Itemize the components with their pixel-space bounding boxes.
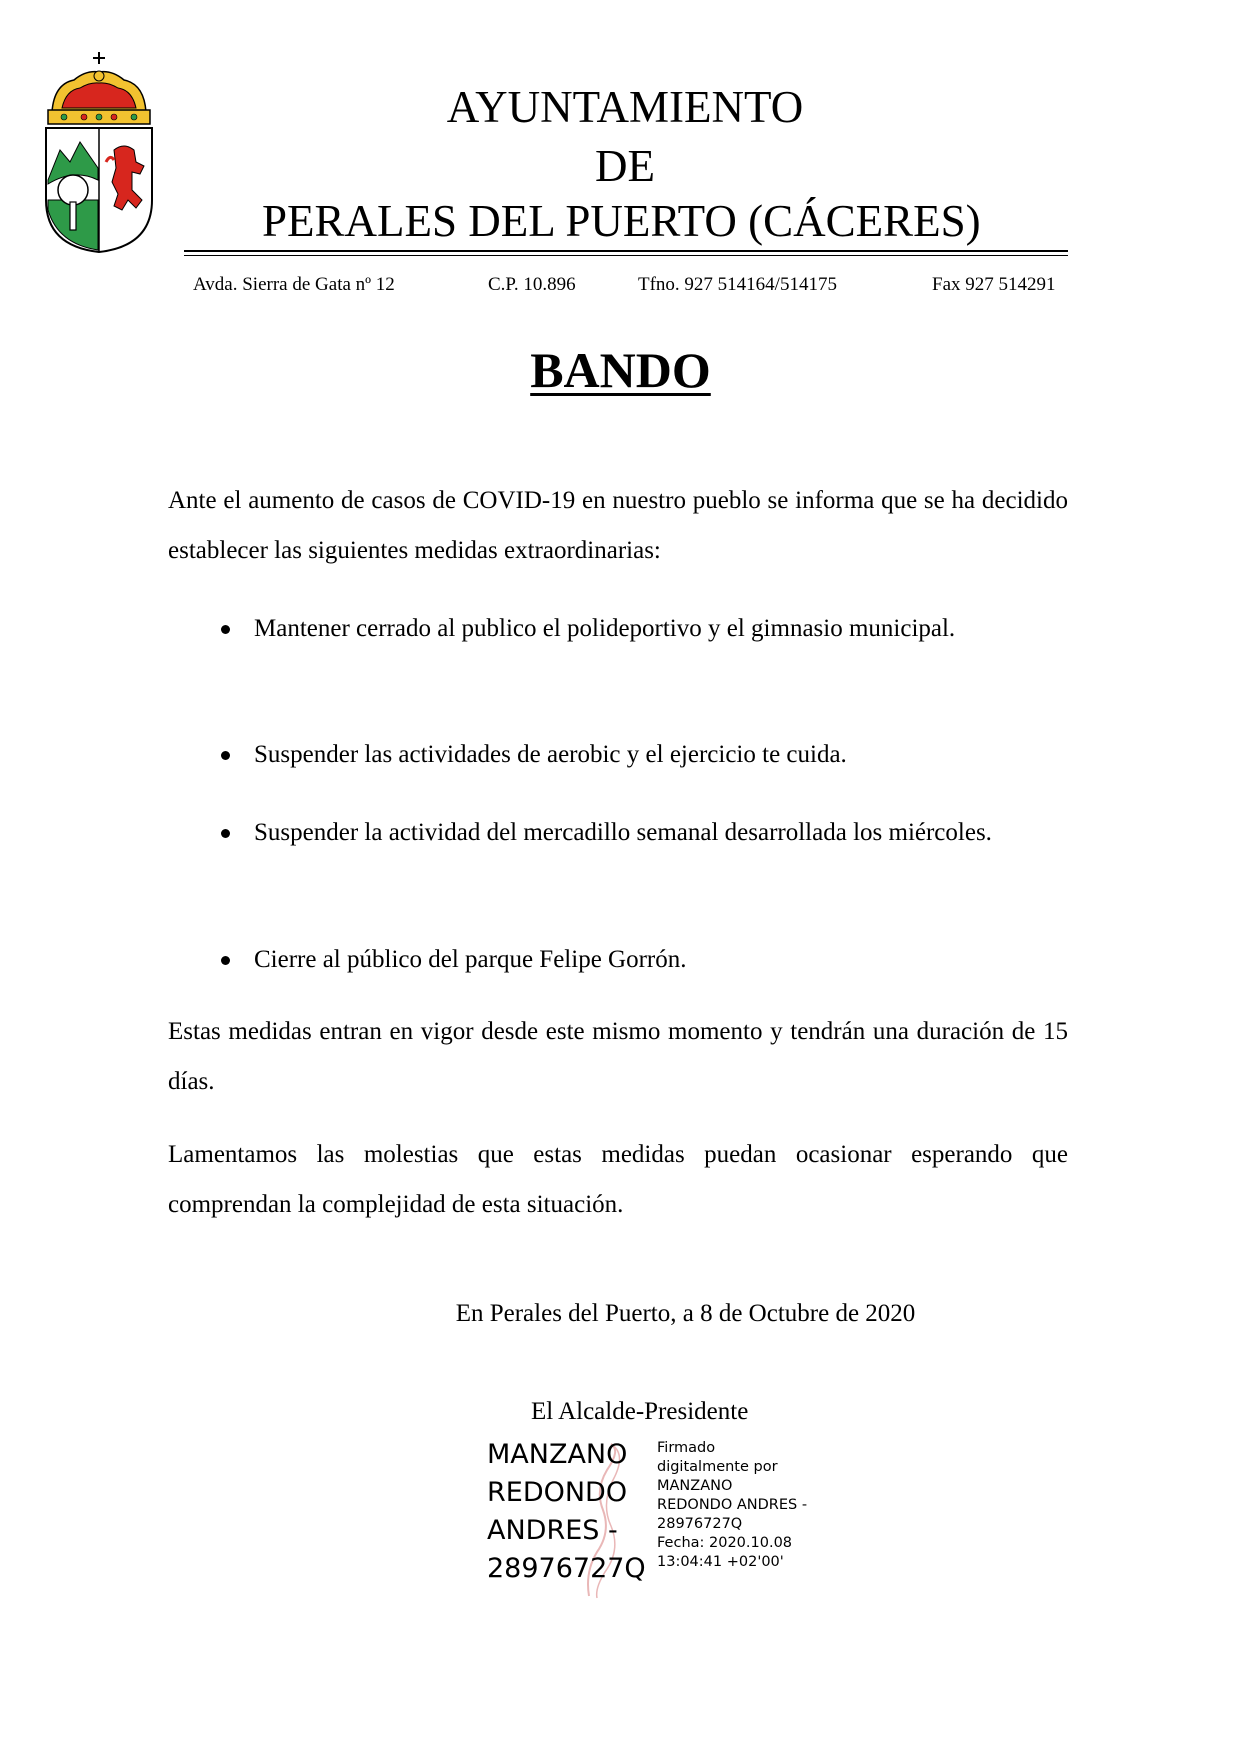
list-item: Suspender las actividades de aerobic y el ejercicio te cuida. xyxy=(254,730,1068,780)
signature-detail-line: 28976727Q xyxy=(657,1516,743,1532)
validity-paragraph: Estas medidas entran en vigor desde este mismo momento y tendrán una duración de 15 días. xyxy=(168,1018,1068,1095)
signature-name-line: MANZANO xyxy=(487,1439,628,1470)
contact-phone: Tfno. 927 514164/514175 xyxy=(638,274,837,295)
signer-title: El Alcalde-Presidente xyxy=(531,1398,749,1425)
signature-detail-line: REDONDO ANDRES - xyxy=(657,1497,808,1513)
intro-paragraph: Ante el aumento de casos de COVID-19 en nuestro pueblo se informa que se ha decidido establecer las siguientes medidas extraordinarias: xyxy=(168,487,1068,564)
apology-paragraph: Lamentamos las molestias que estas medidas puedan ocasionar esperando que comprendan la complejidad de esta situación. xyxy=(168,1141,1068,1218)
contact-address: Avda. Sierra de Gata nº 12 xyxy=(193,274,395,295)
header-title-line3: PERALES DEL PUERTO (CÁCERES) xyxy=(262,196,981,246)
municipal-crest-icon xyxy=(44,50,170,282)
signature-detail-line: digitalmente por xyxy=(657,1459,778,1475)
signature-details xyxy=(657,1439,847,1572)
signature-detail-line: 13:04:41 +02'00' xyxy=(657,1554,784,1570)
list-item: Cierre al público del parque Felipe Gorrón. xyxy=(254,935,1068,985)
header-divider xyxy=(184,250,1068,252)
place-date xyxy=(0,1297,1241,1331)
signature-detail-line: Fecha: 2020.10.08 xyxy=(657,1535,793,1551)
document-heading-text: BANDO xyxy=(530,342,711,398)
list-item: Suspender la actividad del mercadillo semanal desarrollada los miércoles. xyxy=(254,808,1068,858)
header-title-line1: AYUNTAMIENTO xyxy=(446,82,804,132)
signature-name xyxy=(487,1436,647,1588)
list-item: Mantener cerrado al publico el polideportivo y el gimnasio municipal. xyxy=(254,604,1068,654)
signature-name-line: 28976727Q xyxy=(487,1553,646,1584)
contact-fax: Fax 927 514291 xyxy=(932,274,1056,295)
signature-name-line: ANDRES - xyxy=(487,1515,618,1546)
contact-postal-code: C.P. 10.896 xyxy=(488,274,576,295)
header-divider-thin xyxy=(184,255,1068,256)
header-title-line2: DE xyxy=(595,141,655,191)
signature-detail-line: MANZANO xyxy=(657,1478,733,1494)
document-heading xyxy=(0,342,1241,398)
signature-detail-line: Firmado xyxy=(657,1440,716,1456)
signature-name-line: REDONDO xyxy=(487,1477,628,1508)
place-date-text: En Perales del Puerto, a 8 de Octubre de 2020 xyxy=(455,1300,916,1327)
